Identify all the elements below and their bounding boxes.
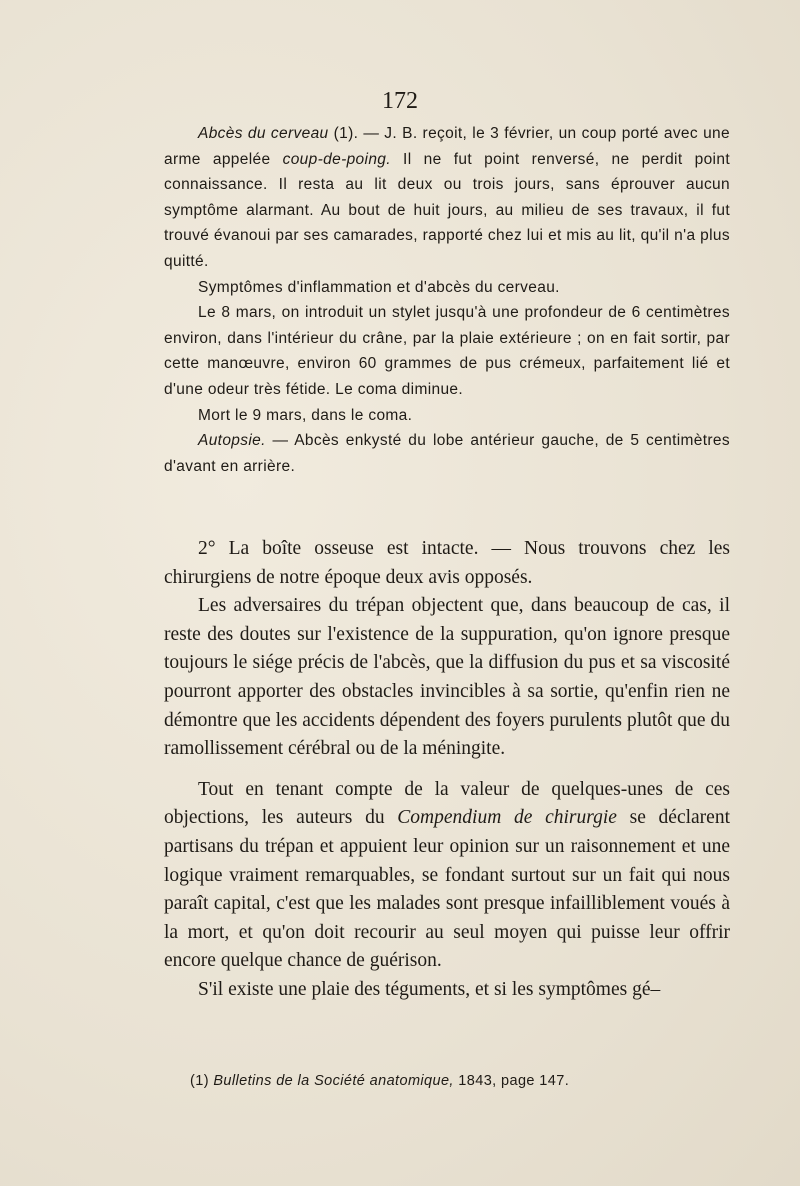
autopsy-label: Autopsie.	[198, 432, 266, 450]
footnote	[190, 1073, 750, 1089]
footnote-details: 1843, page 147.	[453, 1073, 570, 1089]
case-death: Mort le 9 mars, dans le coma.	[198, 406, 413, 424]
page-number: 172	[382, 88, 418, 114]
paragraph-2: Les adversaires du trépan objectent que, dans beaucoup de cas, il reste des doutes sur l'existence de la suppuration, qu'on ignore presque toujours le siége précis de l'abcès, que la diffusion du pus et sa viscosité pourront apporter des obstacles invincibles à sa sortie, qu'enfin rien ne démontre que les accidents dépendent des foyers purulents plutôt que du ramollissement cérébral ou de la méningite.	[164, 595, 730, 760]
weapon-term: coup-de-poing.	[282, 150, 391, 168]
case-intro: Abcès du cerveau (1). — J. B. reçoit, le 3 février, un coup porté avec une arme appelée coup-de-poing. Il ne fut point renversé, ne perdit point connaissance. Il resta au lit deux ou trois jours, sans éprouver aucun symptôme alarmant. Au bout de huit jours, au milieu de ses travaux, il fut trouvé évanoui par ses camarades, rapporté chez lui et mis au lit, qu'il n'a plus quitté.	[164, 125, 730, 270]
case-autopsy: Autopsie. — Abcès enkysté du lobe antérieur gauche, de 5 centimètres d'avant en arrière.	[164, 432, 730, 475]
paragraph-3: Tout en tenant compte de la valeur de quelques-unes de ces objections, les auteurs du Compendium de chirurgie se déclarent partisans du trépan et appuient leur opinion sur un raisonnement et une logique vraiment remarquables, se fondant surtout sur un fait qui nous paraît capital, c'est que les malades sont presque infailliblement voués à la mort, et qu'on doit recourir au seul moyen qui puisse leur offrir encore quelque chance de guérison.	[164, 778, 731, 972]
footnote-source: Bulletins de la Société anatomique,	[213, 1073, 454, 1089]
footnote-marker: (1)	[190, 1073, 209, 1089]
main-text	[164, 535, 730, 1005]
case-report	[164, 121, 730, 479]
case-march8: Le 8 mars, on introduit un stylet jusqu'à une profondeur de 6 centimètres environ, dans l'intérieur du crâne, par la plaie extérieure ; on en fait sortir, par cette manœuvre, environ 60 grammes de pus crémeux, parfaitement lié et d'une odeur très fétide. Le coma diminue.	[164, 304, 730, 398]
paragraph-4: S'il existe une plaie des téguments, et si les symptômes gé–	[198, 978, 661, 1000]
case-title: Abcès du cerveau	[198, 125, 329, 142]
note-ref: (1).	[333, 125, 359, 142]
case-symptoms: Symptômes d'inflammation et d'abcès du cerveau.	[198, 278, 560, 296]
paragraph-1: 2° La boîte osseuse est intacte. — Nous trouvons chez les chirurgiens de notre époque deux avis opposés.	[164, 538, 730, 588]
compendium-title: Compendium de chirurgie	[397, 807, 617, 829]
